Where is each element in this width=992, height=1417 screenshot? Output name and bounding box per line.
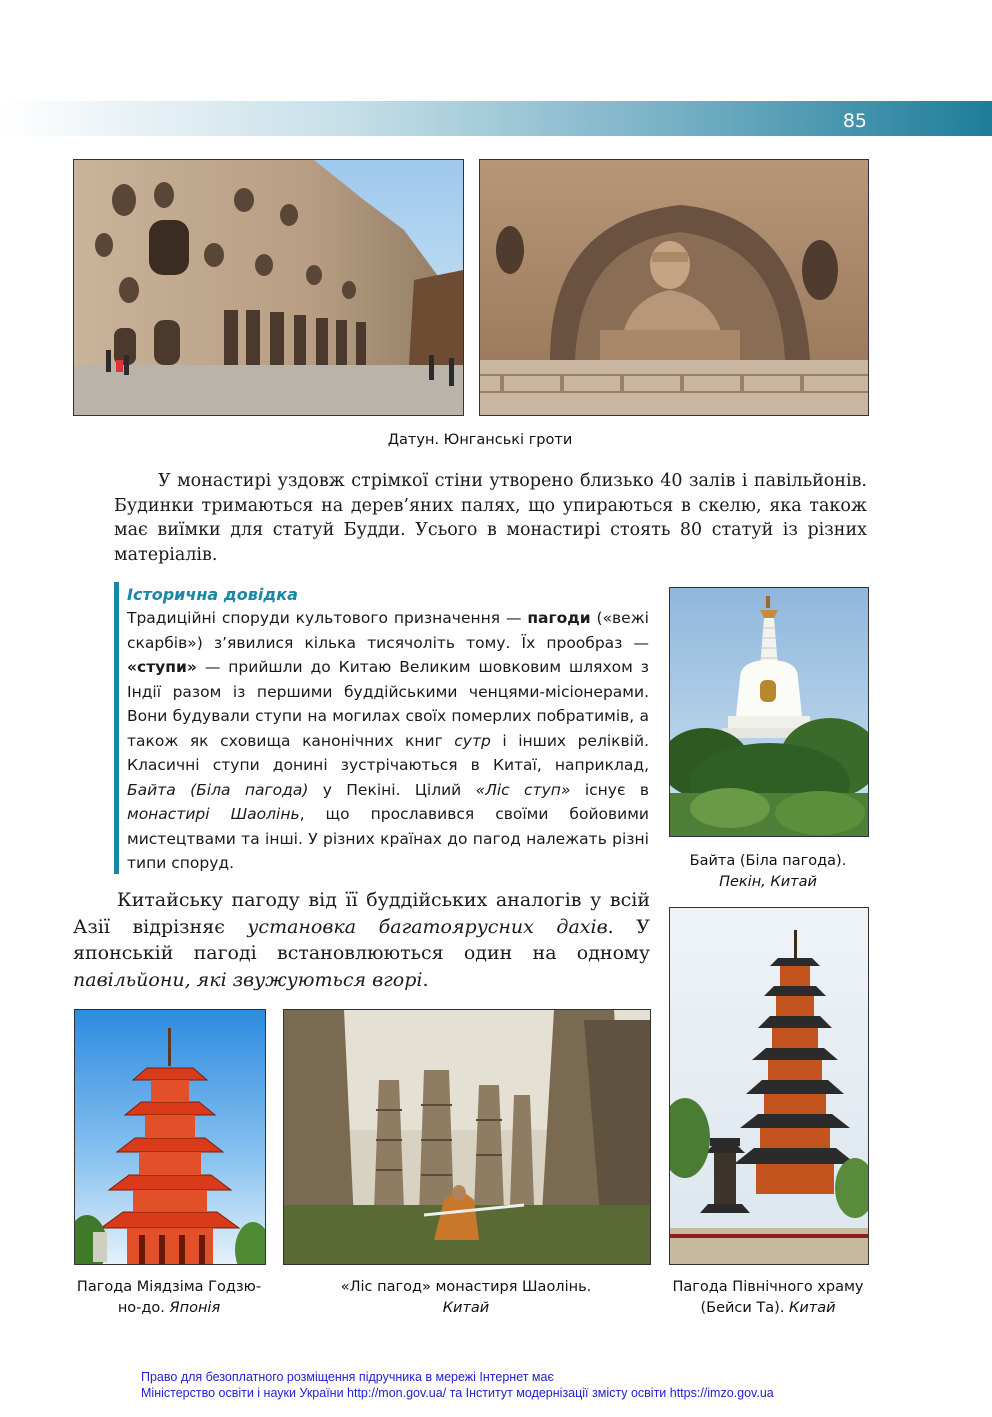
shaolin-caption: «Ліс пагод» монастиря Шаолінь. Китай [340, 1279, 592, 1316]
beisi-pagoda-photo [669, 907, 869, 1265]
baita-caption: Байта (Біла пагода). Пекін, Китай [689, 853, 847, 890]
beisi-caption: Пагода Північного храму (Бейси Та). Китай [672, 1279, 864, 1316]
miyajima-caption: Пагода Міядзіма Годзю- но-до. Японія [76, 1279, 262, 1316]
white-stupa-photo [669, 587, 869, 837]
paragraph-monastery: У монастирі уздовж стрімкої стіни утворено близько 40 залів і павільйонів. Будинки тримаються на дерев’яних палях, що упираються в скелю, яка також має виїмки для статуй Будди. Усього в монастирі стоять 80 статуй із різних матеріалів. [114, 471, 867, 565]
historical-note-text: Традиційні споруди культового призначення — пагоди («вежі скарбів») з’явилися кілька тисячоліть тому. Їх прообраз — «ступи» — прийшли до Китаю Великим шовковим шляхом з Індії разом із першими буддійськими ченцями-місіонерами. Вони будували ступи на могилах своїх померлих побратимів, а також як сховища канонічних книг сутр і інших реліквій. Класичні ступи донині зустрічаються в Китаї, наприклад, Байта (Біла пагода) у Пекіні. Цілий «Ліс ступ» існує в монастирі Шаолінь, що прославився своїми бойовими мистецтвами та інші. У різних країнах до пагод належать різні типи споруд. [127, 609, 650, 872]
yungang-buddha-statue-photo [479, 159, 869, 416]
copyright-footer: Право для безоплатного розміщення підручника в мережі Інтернет має Міністерство освіти і науки України http://mon.gov.ua/ та Інститут модернізації змісту освіти https://imzo.gov.ua [141, 1370, 774, 1400]
page-number: 85 [842, 110, 867, 132]
yungang-grottoes-wall-photo [73, 159, 464, 416]
historical-note-box [114, 582, 649, 874]
red-japanese-pagoda-photo [74, 1009, 266, 1265]
paragraph-pagoda-difference: Китайську пагоду від її буддійських аналогів у всій Азії відрізняє установка багатоярусних дахів. У японській пагоді встановлюються один на одному павільйони, які звужуються вгорі. [73, 889, 650, 991]
historical-note-title: Історична довідка [127, 585, 298, 604]
grottoes-caption: Датун. Юнганські гроти [387, 432, 573, 448]
shaolin-pagoda-forest-photo [283, 1009, 651, 1265]
